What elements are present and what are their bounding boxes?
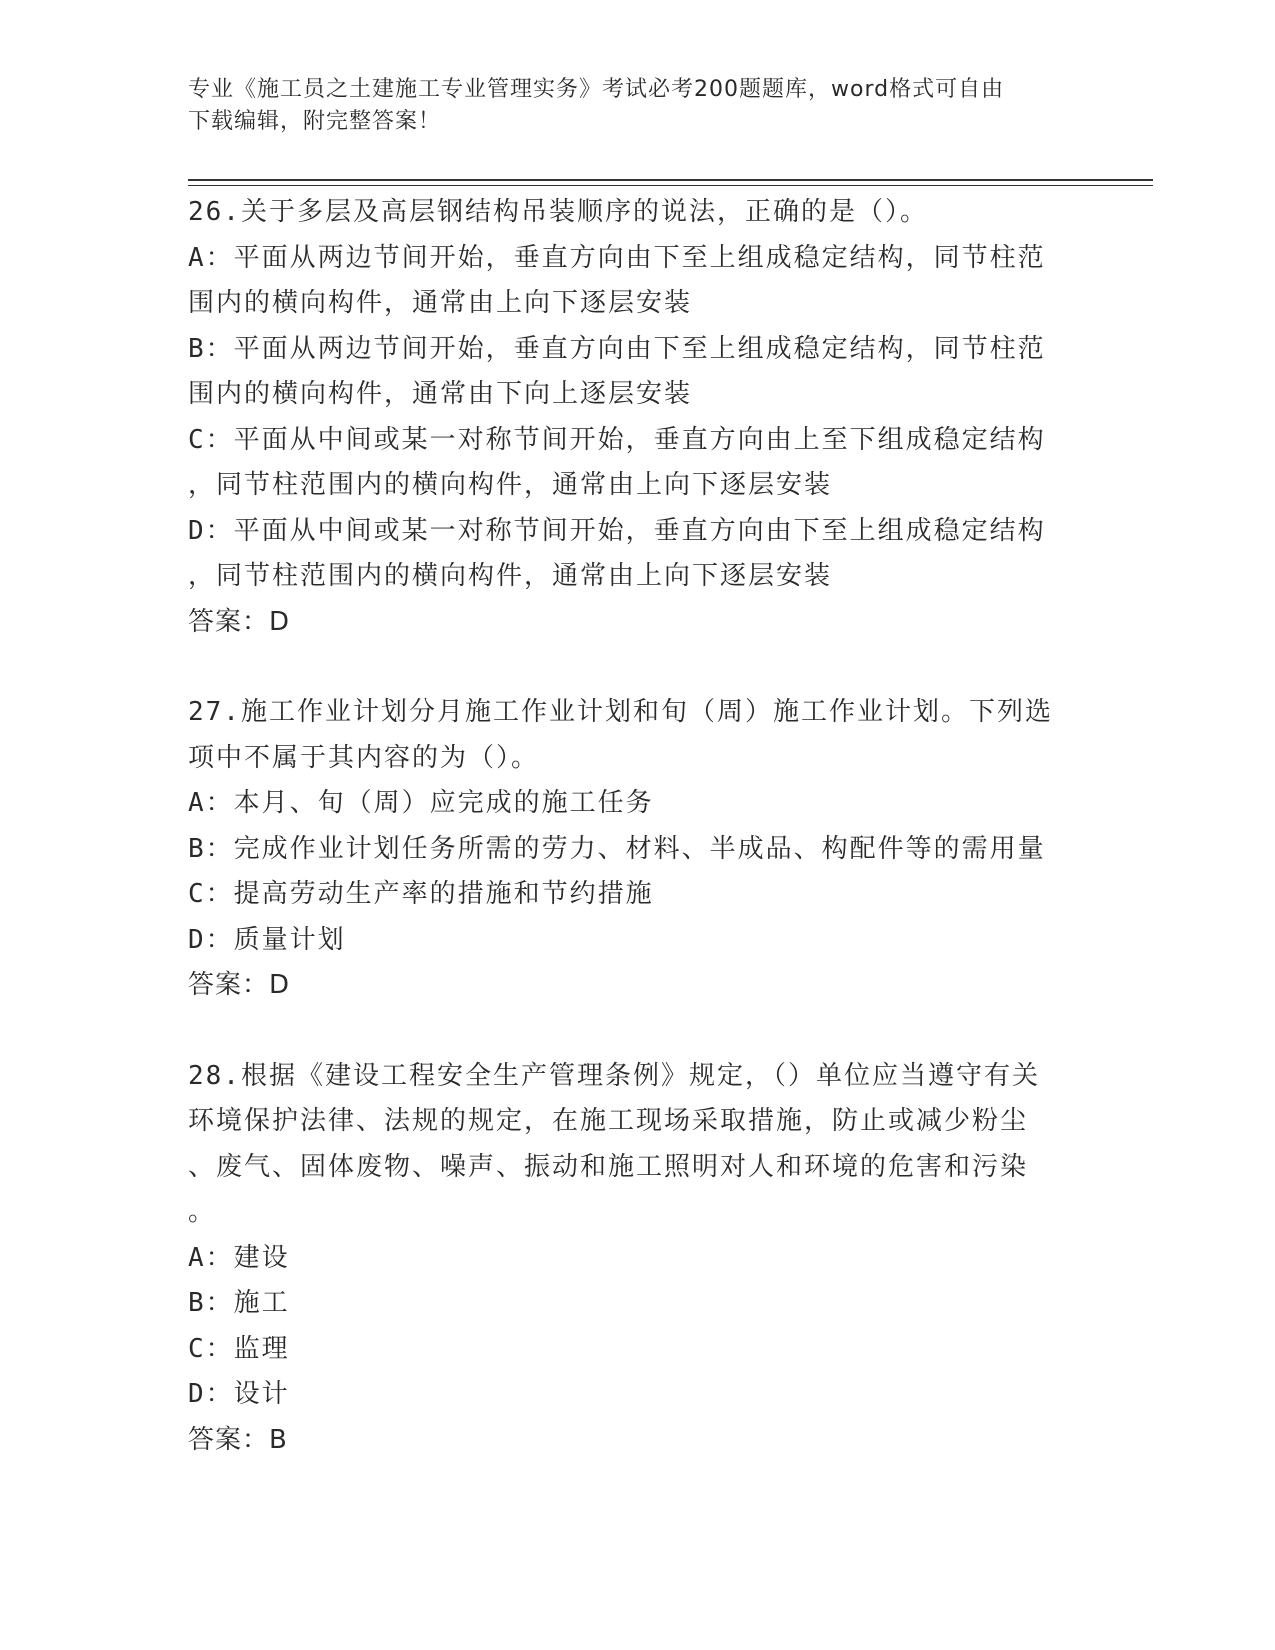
header-divider-thick: [188, 179, 1153, 181]
question-27: [188, 690, 1088, 1009]
option-a: A：本月、旬（周）应完成的施工任务: [188, 788, 654, 818]
question-28: [188, 1054, 1088, 1464]
answer-text: 答案：D: [188, 606, 291, 637]
answer-text: 答案：B: [188, 1424, 288, 1455]
document-header: [188, 74, 1088, 138]
question-list: [188, 190, 1088, 1463]
option-a: A：建设: [188, 1242, 290, 1273]
option-b: B：完成作业计划任务所需的劳力、材料、半成品、构配件等的需用量: [188, 833, 1046, 864]
header-line: 专业《施工员之土建施工专业管理实务》考试必考200题题库，word格式可自由: [188, 77, 1005, 102]
question-stem-continued: 。: [188, 1197, 217, 1227]
question-stem-continued: 项中不属于其内容的为（）。: [188, 742, 540, 773]
answer-text: 答案：D: [188, 970, 291, 1000]
option-c: C：平面从中间或某一对称节间开始，垂直方向由上至下组成稳定结构: [188, 424, 1046, 455]
option-d: D：平面从中间或某一对称节间开始，垂直方向由下至上组成稳定结构: [188, 515, 1046, 546]
question-stem: 26.关于多层及高层钢结构吊装顺序的说法，正确的是（）。: [188, 197, 928, 227]
option-a-continued: 围内的横向构件，通常由上向下逐层安装: [188, 288, 693, 318]
question-spacer: [188, 645, 1088, 690]
option-b: B：平面从两边节间开始，垂直方向由下至上组成稳定结构，同节柱范: [188, 333, 1046, 364]
question-stem: 27.施工作业计划分月施工作业计划和旬（周）施工作业计划。下列选: [188, 697, 1053, 727]
option-d: D：设计: [188, 1379, 290, 1409]
option-c-continued: ，同节柱范围内的横向构件，通常由上向下逐层安装: [188, 470, 833, 500]
question-stem: 28.根据《建设工程安全生产管理条例》规定，（）单位应当遵守有关: [188, 1060, 1040, 1091]
question-stem-continued: 环境保护法律、法规的规定，在施工现场采取措施，防止或减少粉尘: [188, 1106, 1029, 1136]
option-d-continued: ，同节柱范围内的横向构件，通常由上向下逐层安装: [188, 561, 833, 591]
option-d: D：质量计划: [188, 924, 346, 955]
option-c: C：监理: [188, 1333, 290, 1364]
question-spacer: [188, 1009, 1088, 1054]
header-line: 下载编辑，附完整答案！: [188, 109, 442, 134]
question-stem-continued: 、废气、固体废物、噪声、振动和施工照明对人和环境的危害和污染: [188, 1151, 1029, 1182]
option-c: C：提高劳动生产率的措施和节约措施: [188, 879, 654, 909]
question-26: [188, 190, 1088, 645]
option-b: B：施工: [188, 1288, 290, 1318]
option-b-continued: 围内的横向构件，通常由下向上逐层安装: [188, 379, 693, 409]
option-a: A：平面从两边节间开始，垂直方向由下至上组成稳定结构，同节柱范: [188, 242, 1046, 273]
header-divider-thin: [188, 185, 1153, 186]
